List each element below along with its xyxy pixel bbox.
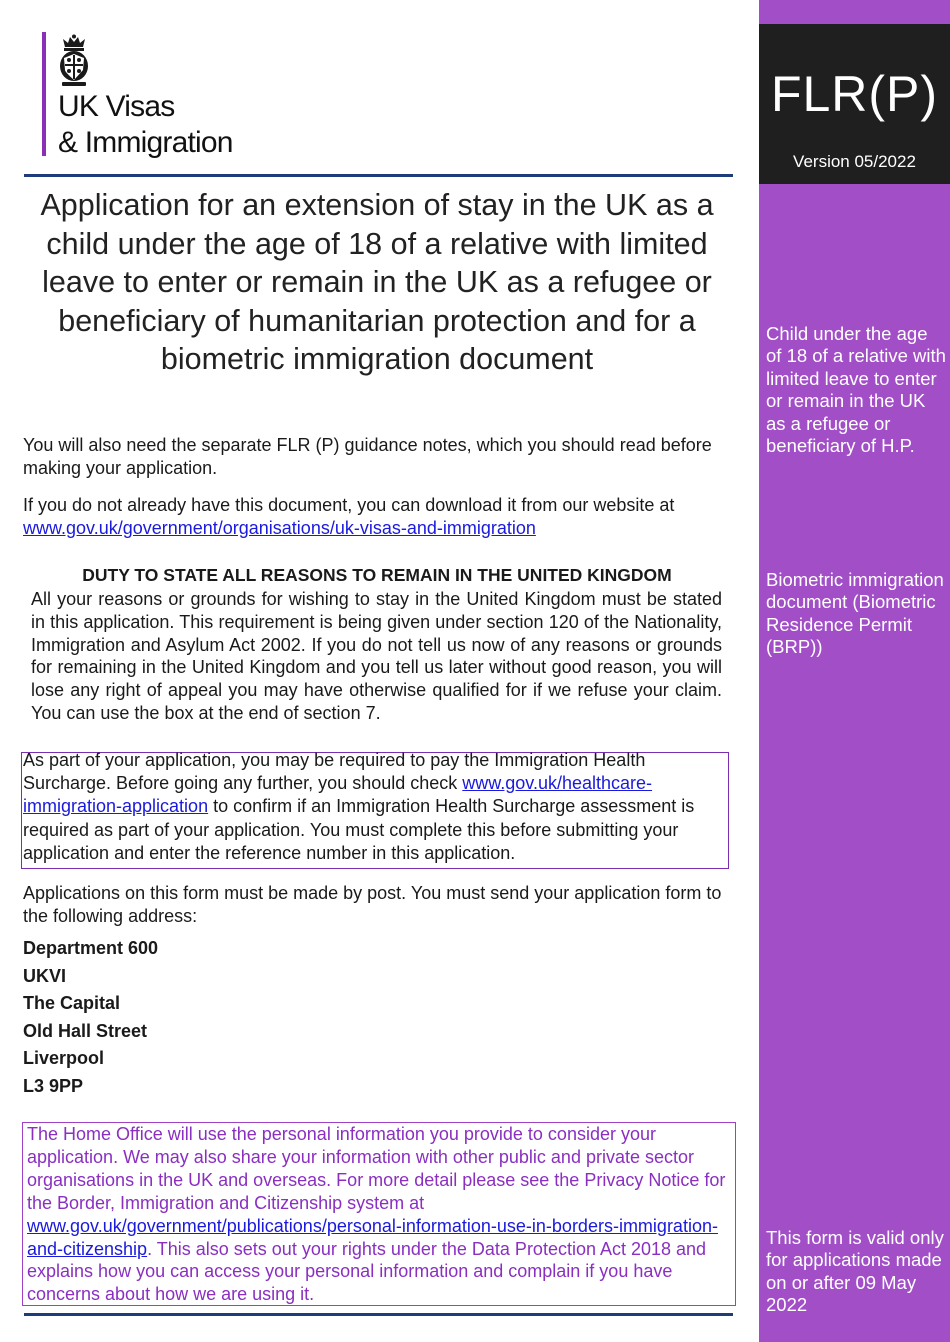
- ihs-notice-text: [23, 749, 727, 865]
- address-line: UKVI: [23, 965, 67, 986]
- healthcare-immigration-link[interactable]: www.gov.uk/healthcare-immigration-application: [23, 773, 653, 817]
- sidebar: [759, 0, 950, 1342]
- page-title: Application for an extension of stay in the UK as a child under the age of 18 of a relative with limited leave to enter or remain in the UK as a refugee or beneficiary of humanitarian protection and for a biometric immigration document: [40, 188, 714, 376]
- privacy-notice-box: [22, 1122, 736, 1306]
- duty-heading: DUTY TO STATE ALL REASONS TO REMAIN IN THE UNITED KINGDOM: [82, 565, 672, 585]
- download-text: If you do not already have this document, you can download it from our website at: [23, 495, 675, 515]
- logo-accent-bar: [42, 32, 46, 156]
- logo-text-line2: & Immigration: [58, 126, 233, 159]
- royal-crest-icon: [56, 34, 92, 88]
- privacy-notice-text: [27, 1123, 733, 1306]
- ihs-text-before: As part of your application, you may be required to pay the Immigration Health Surcharge. Before going any further, you should check: [23, 750, 646, 794]
- form-version: Version 05/2022: [793, 152, 916, 171]
- logo-text-line1: UK Visas: [58, 90, 175, 123]
- address-line: Old Hall Street: [23, 1020, 148, 1041]
- sidebar-validity-text: This form is valid only for applications made on or after 09 May 2022: [766, 1227, 944, 1316]
- postal-address: [23, 936, 158, 1101]
- ukvi-website-link[interactable]: www.gov.uk/government/organisations/uk-visas-and-immigration: [23, 517, 536, 538]
- address-line: The Capital: [23, 993, 121, 1013]
- address-line: Liverpool: [23, 1048, 105, 1068]
- guidance-notes-text: You will also need the separate FLR (P) guidance notes, which you should read before making your application.: [23, 435, 712, 478]
- sidebar-category-text: Child under the age of 18 of a relative with limited leave to enter or remain in the UK as a refugee or beneficiary of H.P.: [766, 323, 946, 457]
- address-line: L3 9PP: [23, 1075, 84, 1096]
- ukvi-logo: [42, 32, 258, 158]
- sidebar-top-strip: [759, 0, 950, 24]
- address-line: Department 600: [23, 938, 159, 958]
- ihs-text-after: to confirm if an Immigration Health Surcharge assessment is required as part of your application. You must complete this before submitting your application and enter the reference number in this application.: [23, 796, 695, 863]
- postal-instructions: Applications on this form must be made by post. You must send your application form to the following address:: [23, 883, 722, 926]
- privacy-text-after: . This also sets out your rights under the Data Protection Act 2018 and explains how you can access your personal information and complain if you have concerns about how we are using it.: [27, 1238, 707, 1305]
- download-paragraph: [23, 494, 735, 539]
- bottom-divider: [24, 1313, 733, 1316]
- top-divider: [24, 174, 733, 177]
- duty-body-text: All your reasons or grounds for wishing to stay in the United Kingdom must be stated in this application. This requirement is being given under section 120 of the Nationality, Immigration and Asylum Act 2002. If you do not tell us now of any reasons or grounds for remaining in the United Kingdom and you tell us later without good reason, you will lose any right of appeal you may have otherwise qualified for if we refuse your claim. You can use the box at the end of section 7.: [31, 589, 722, 723]
- privacy-notice-link[interactable]: www.gov.uk/government/publications/personal-information-use-in-borders-immigration-and-citizenship: [27, 1215, 718, 1259]
- sidebar-document-text: Biometric immigration document (Biometric Residence Permit (BRP)): [766, 569, 944, 658]
- form-code: FLR(P): [770, 66, 939, 122]
- privacy-text-before: The Home Office will use the personal information you provide to consider your application. We may also share your information with other public and private sector organisations in the UK and overseas. For more detail please see the Privacy Notice for the Border, Immigration and Citizenship system at: [27, 1124, 726, 1213]
